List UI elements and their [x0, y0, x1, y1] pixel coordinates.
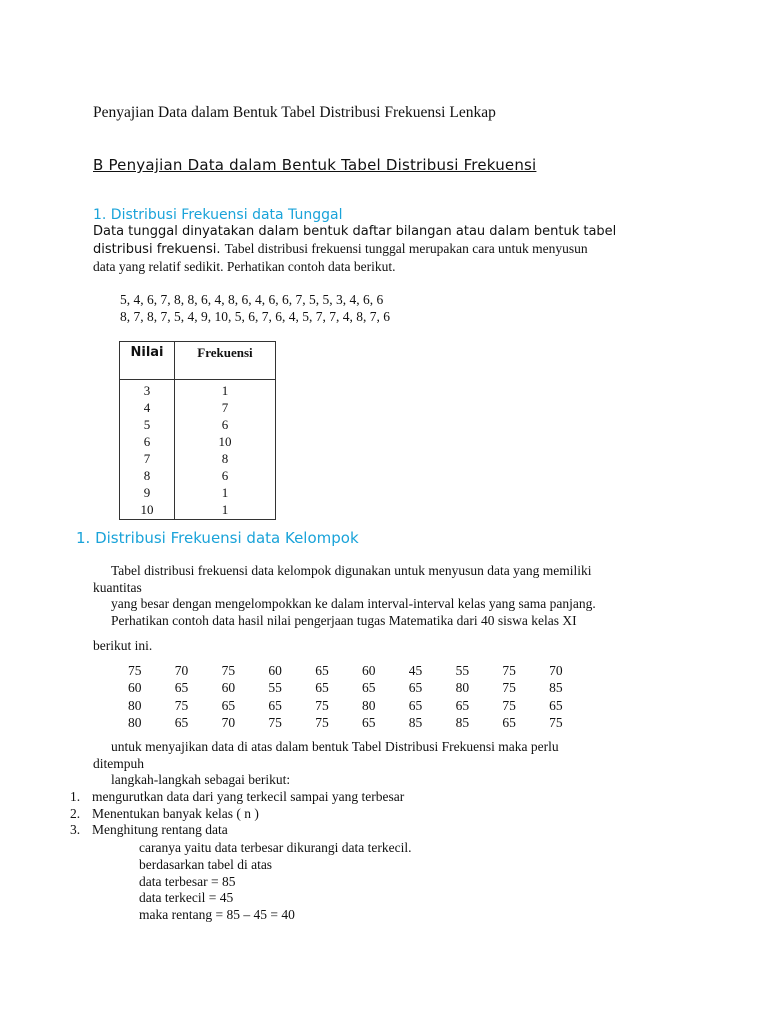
- grid-cell: 75: [128, 663, 142, 678]
- sub1-paragraph-line2a: distribusi frekuensi.: [93, 242, 225, 257]
- grid-cell: 65: [315, 663, 329, 678]
- grid-row: [128, 680, 596, 697]
- sub2-paragraph-7: ditempuh: [93, 756, 144, 771]
- sub2-paragraph-8: langkah-langkah sebagai berikut:: [111, 772, 291, 787]
- group-data-grid: [128, 663, 596, 732]
- table-cell-nilai: 6: [143, 434, 151, 449]
- table-header-nilai: Nilai: [120, 342, 175, 380]
- grid-cell: 85: [549, 680, 563, 696]
- grid-cell: 75: [315, 714, 329, 730]
- grid-cell: 75: [502, 697, 516, 713]
- list-item: [70, 822, 404, 839]
- sub1-paragraph-line3: data yang relatif sedikit. Perhatikan contoh data berikut.: [93, 259, 396, 274]
- grid-cell: 65: [361, 714, 376, 730]
- table-cell-frekuensi: 1: [221, 502, 229, 517]
- table-cell-frekuensi: 1: [221, 383, 229, 398]
- list-number: 2.: [70, 805, 81, 821]
- grid-cell: 80: [128, 697, 142, 713]
- grid-cell: 65: [221, 697, 236, 713]
- grid-cell: 70: [221, 714, 236, 730]
- table-cell-nilai: 5: [143, 417, 151, 432]
- single-data-line2: 8, 7, 8, 7, 5, 4, 9, 10, 5, 6, 7, 6, 4, 5, 7, 7, 4, 8, 7, 6: [120, 309, 390, 324]
- frequency-table: [119, 341, 276, 520]
- sub2-paragraph-2: kuantitas: [93, 580, 142, 595]
- sub2-paragraph-3: yang besar dengan mengelompokkan ke dalam interval-interval kelas yang sama panjang.: [111, 596, 596, 611]
- grid-cell: 65: [455, 697, 470, 713]
- grid-cell: 75: [315, 697, 329, 713]
- table-cell-nilai: 8: [143, 468, 151, 483]
- sub1-paragraph-line1: Data tunggal dinyatakan dalam bentuk daftar bilangan atau dalam bentuk tabel: [93, 224, 617, 239]
- section-b-heading: B Penyajian Data dalam Bentuk Tabel Distribusi Frekuensi: [93, 156, 537, 174]
- table-cell-nilai: 10: [140, 502, 154, 517]
- single-data-line1: 5, 4, 6, 7, 8, 8, 6, 4, 8, 6, 4, 6, 6, 7, 5, 5, 3, 4, 6, 6: [120, 292, 384, 307]
- list-number: 1.: [70, 789, 81, 804]
- sub-line: data terbesar = 85: [139, 874, 236, 889]
- grid-cell: 45: [408, 663, 423, 678]
- grid-cell: 65: [174, 680, 189, 696]
- grid-row: [128, 715, 596, 732]
- list-text: mengurutkan data dari yang terkecil sampai yang terbesar: [92, 789, 405, 804]
- grid-cell: 55: [268, 680, 282, 696]
- grid-cell: 70: [174, 663, 189, 678]
- table-cell-nilai: 3: [143, 383, 151, 398]
- sub1-paragraph-line2b: Tabel distribusi frekuensi tunggal merupakan cara untuk menyusun: [224, 241, 588, 256]
- sub-line: maka rentang = 85 – 45 = 40: [139, 907, 295, 922]
- list-text: Menghitung rentang data: [92, 822, 228, 838]
- table-header-frekuensi: Frekuensi: [175, 342, 276, 380]
- grid-cell: 75: [174, 697, 189, 713]
- grid-cell: 65: [408, 697, 423, 713]
- grid-cell: 60: [221, 680, 236, 696]
- steps-list: [70, 789, 404, 839]
- table-cell-frekuensi: 6: [221, 417, 229, 432]
- sub2-paragraph-6: untuk menyajikan data di atas dalam bentuk Tabel Distribusi Frekuensi maka perlu: [111, 739, 559, 754]
- sub2-paragraph-1: Tabel distribusi frekuensi data kelompok digunakan untuk menyusun data yang memiliki: [111, 563, 592, 578]
- list-text: Menentukan banyak kelas ( n ): [92, 805, 259, 821]
- sub2-heading: 1. Distribusi Frekuensi data Kelompok: [76, 529, 359, 547]
- table-cell-frekuensi: 6: [221, 468, 229, 483]
- grid-cell: 65: [315, 680, 329, 696]
- grid-cell: 65: [502, 714, 516, 730]
- grid-cell: 75: [502, 663, 516, 678]
- grid-cell: 80: [455, 680, 470, 696]
- frekuensi-column: [175, 380, 276, 520]
- grid-cell: 75: [549, 714, 563, 730]
- grid-cell: 65: [361, 680, 376, 696]
- grid-cell: 75: [221, 663, 236, 678]
- sub2-paragraph-4: Perhatikan contoh data hasil nilai pengerjaan tugas Matematika dari 40 siswa kelas XI: [111, 613, 577, 628]
- table-cell-frekuensi: 7: [221, 400, 229, 415]
- grid-cell: 80: [361, 697, 376, 713]
- table-cell-frekuensi: 10: [218, 434, 232, 449]
- grid-row: [128, 663, 596, 680]
- sub-line: berdasarkan tabel di atas: [139, 857, 273, 872]
- grid-cell: 75: [502, 680, 516, 696]
- grid-cell: 65: [408, 680, 423, 696]
- grid-cell: 80: [128, 714, 142, 730]
- document-title: Penyajian Data dalam Bentuk Tabel Distribusi Frekuensi Lenkap: [93, 104, 496, 121]
- table-cell-frekuensi: 1: [221, 485, 229, 500]
- grid-cell: 65: [268, 697, 282, 713]
- table-cell-nilai: 9: [143, 485, 151, 500]
- sub2-paragraph-5: berikut ini.: [93, 638, 153, 653]
- grid-row: [128, 698, 596, 715]
- table-cell-frekuensi: 8: [221, 451, 229, 466]
- grid-cell: 85: [455, 714, 470, 730]
- grid-cell: 70: [549, 663, 563, 678]
- grid-cell: 75: [268, 714, 282, 730]
- sub-line: data terkecil = 45: [139, 890, 234, 905]
- table-cell-nilai: 4: [143, 400, 151, 415]
- grid-cell: 85: [408, 714, 423, 730]
- table-cell-nilai: 7: [143, 451, 151, 466]
- grid-cell: 60: [268, 663, 282, 678]
- grid-cell: 65: [174, 714, 189, 730]
- grid-cell: 60: [128, 680, 142, 696]
- list-item: [70, 806, 404, 823]
- sub1-paragraph-line2: [93, 241, 588, 257]
- list-number: 3.: [70, 822, 81, 838]
- nilai-column: [120, 380, 175, 520]
- grid-cell: 60: [361, 663, 376, 678]
- sub1-heading: 1. Distribusi Frekuensi data Tunggal: [93, 207, 343, 223]
- sub-line: caranya yaitu data terbesar dikurangi data terkecil.: [139, 840, 412, 855]
- list-item: [70, 789, 404, 806]
- grid-cell: 55: [455, 663, 470, 678]
- grid-cell: 65: [549, 697, 563, 713]
